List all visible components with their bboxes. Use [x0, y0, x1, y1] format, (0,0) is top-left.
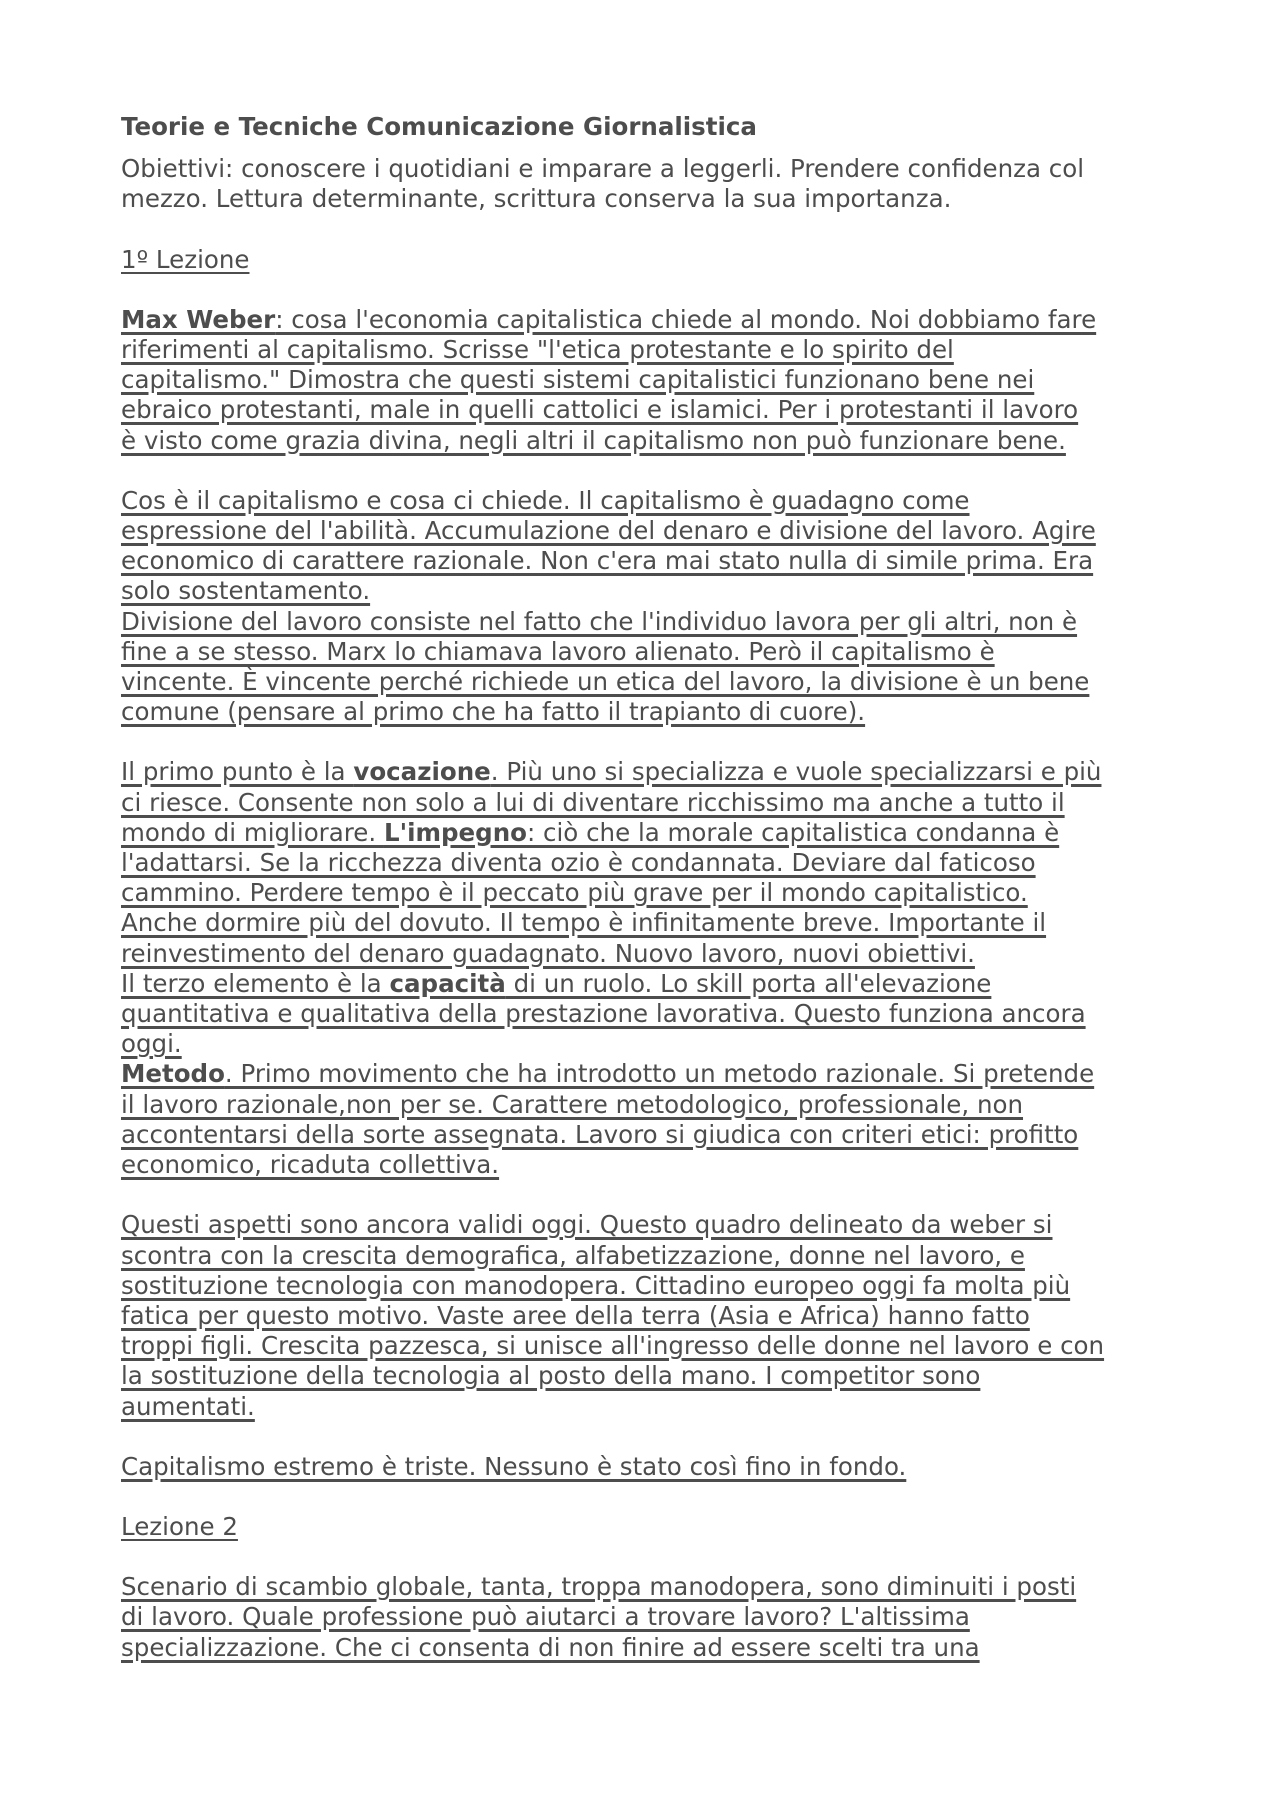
intro-line: mezzo. Lettura determinante, scrittura conserva la sua importanza.: [121, 184, 952, 214]
impegno-term: L'impegno: [383, 817, 527, 847]
paragraph-line: sostituzione tecnologia con manodopera. Cittadino europeo oggi fa molta più: [121, 1270, 1071, 1300]
paragraph-line: è visto come grazia divina, negli altri il capitalismo non può funzionare bene.: [121, 425, 1066, 455]
paragraph-line: Il terzo elemento è la capacità di un ruolo. Lo skill porta all'elevazione: [121, 968, 992, 998]
paragraph-line: comune (pensare al primo che ha fatto il trapianto di cuore).: [121, 697, 866, 727]
paragraph-line: troppi figli. Crescita pazzesca, si unisce all'ingresso delle donne nel lavoro e con: [121, 1331, 1105, 1361]
paragraph-line: specializzazione. Che ci consenta di non finire ad essere scelti tra una: [121, 1632, 980, 1662]
vocazione-paragraph: [121, 757, 1181, 1180]
paragraph-line: mondo di migliorare. L'impegno: ciò che la morale capitalistica condanna è: [121, 817, 1060, 847]
lesson-2-heading-text: Lezione 2: [121, 1511, 238, 1541]
vocazione-term: vocazione: [353, 757, 491, 787]
paragraph-line: Scenario di scambio globale, tanta, troppa manodopera, sono diminuiti i posti: [121, 1572, 1077, 1602]
paragraph-line: economico di carattere razionale. Non c'era mai stato nulla di simile prima. Era: [121, 546, 1094, 576]
aspetti-paragraph: [121, 1210, 1181, 1421]
paragraph-line: Divisione del lavoro consiste nel fatto che l'individuo lavora per gli altri, non è: [121, 606, 1078, 636]
paragraph-line: fine a se stesso. Marx lo chiamava lavoro alienato. Però il capitalismo è: [121, 636, 995, 666]
paragraph-line: Il primo punto è la vocazione. Più uno si specializza e vuole specializzarsi e più: [121, 757, 1102, 787]
paragraph-line: oggi.: [121, 1029, 182, 1059]
paragraph-line: il lavoro razionale,non per se. Carattere metodologico, professionale, non: [121, 1089, 1024, 1119]
paragraph-line: Cos è il capitalismo e cosa ci chiede. Il capitalismo è guadagno come: [121, 485, 970, 515]
lesson-1-heading: [121, 245, 1181, 275]
lesson-1-heading-text: 1º Lezione: [121, 244, 250, 274]
paragraph-line: ebraico protestanti, male in quelli cattolici e islamici. Per i protestanti il lavoro: [121, 395, 1079, 425]
weber-paragraph: [121, 305, 1181, 456]
paragraph-line: riferimenti al capitalismo. Scrisse "l'etica protestante e lo spirito del: [121, 335, 954, 365]
metodo-term: Metodo: [121, 1059, 225, 1089]
intro-line: Obiettivi: conoscere i quotidiani e imparare a leggerli. Prendere confidenza col: [121, 154, 1085, 184]
paragraph-line: Capitalismo estremo è triste. Nessuno è stato così fino in fondo.: [121, 1451, 907, 1481]
paragraph-line: di lavoro. Quale professione può aiutarci a trovare lavoro? L'altissima: [121, 1602, 970, 1632]
scenario-paragraph: [121, 1572, 1181, 1663]
capitalismo-paragraph: [121, 486, 1181, 728]
paragraph-line: aumentati.: [121, 1391, 255, 1421]
paragraph-line: reinvestimento del denaro guadagnato. Nuovo lavoro, nuovi obiettivi.: [121, 938, 975, 968]
paragraph-line: l'adattarsi. Se la ricchezza diventa ozio è condannata. Deviare dal faticoso: [121, 848, 1036, 878]
paragraph-line: quantitativa e qualitativa della prestazione lavorativa. Questo funziona ancora: [121, 999, 1086, 1029]
paragraph-line: la sostituzione della tecnologia al posto della mano. I competitor sono: [121, 1361, 981, 1391]
paragraph-line: espressione del l'abilità. Accumulazione del denaro e divisione del lavoro. Agire: [121, 516, 1096, 546]
weber-name: Max Weber: [121, 304, 276, 334]
document-page: [121, 112, 1181, 1663]
paragraph-line: vincente. È vincente perché richiede un etica del lavoro, la divisione è un bene: [121, 667, 1090, 697]
intro-paragraph: [121, 154, 1181, 214]
paragraph-line: scontra con la crescita demografica, alfabetizzazione, donne nel lavoro, e: [121, 1240, 1025, 1270]
document-title: Teorie e Tecniche Comunicazione Giornalistica: [121, 112, 757, 141]
conclusion-paragraph: [121, 1452, 1181, 1482]
paragraph-line: economico, ricaduta collettiva.: [121, 1150, 500, 1180]
paragraph-line: Anche dormire più del dovuto. Il tempo è infinitamente breve. Importante il: [121, 908, 1047, 938]
capacita-term: capacità: [389, 968, 506, 998]
paragraph-line: fatica per questo motivo. Vaste aree della terra (Asia e Africa) hanno fatto: [121, 1300, 1030, 1330]
paragraph-line: accontentarsi della sorte assegnata. Lavoro si giudica con criteri etici: profitto: [121, 1119, 1079, 1149]
paragraph-line: capitalismo." Dimostra che questi sistemi capitalistici funzionano bene nei: [121, 365, 1035, 395]
lesson-2-heading: [121, 1512, 1181, 1542]
paragraph-line: ci riesce. Consente non solo a lui di diventare ricchissimo ma anche a tutto il: [121, 787, 1065, 817]
paragraph-line: cammino. Perdere tempo è il peccato più grave per il mondo capitalistico.: [121, 878, 1028, 908]
paragraph-line: Questi aspetti sono ancora validi oggi. Questo quadro delineato da weber si: [121, 1210, 1053, 1240]
paragraph-line: Metodo. Primo movimento che ha introdotto un metodo razionale. Si pretende: [121, 1059, 1095, 1089]
paragraph-line: solo sostentamento.: [121, 576, 371, 606]
paragraph-line: Max Weber: cosa l'economia capitalistica chiede al mondo. Noi dobbiamo fare: [121, 304, 1097, 334]
